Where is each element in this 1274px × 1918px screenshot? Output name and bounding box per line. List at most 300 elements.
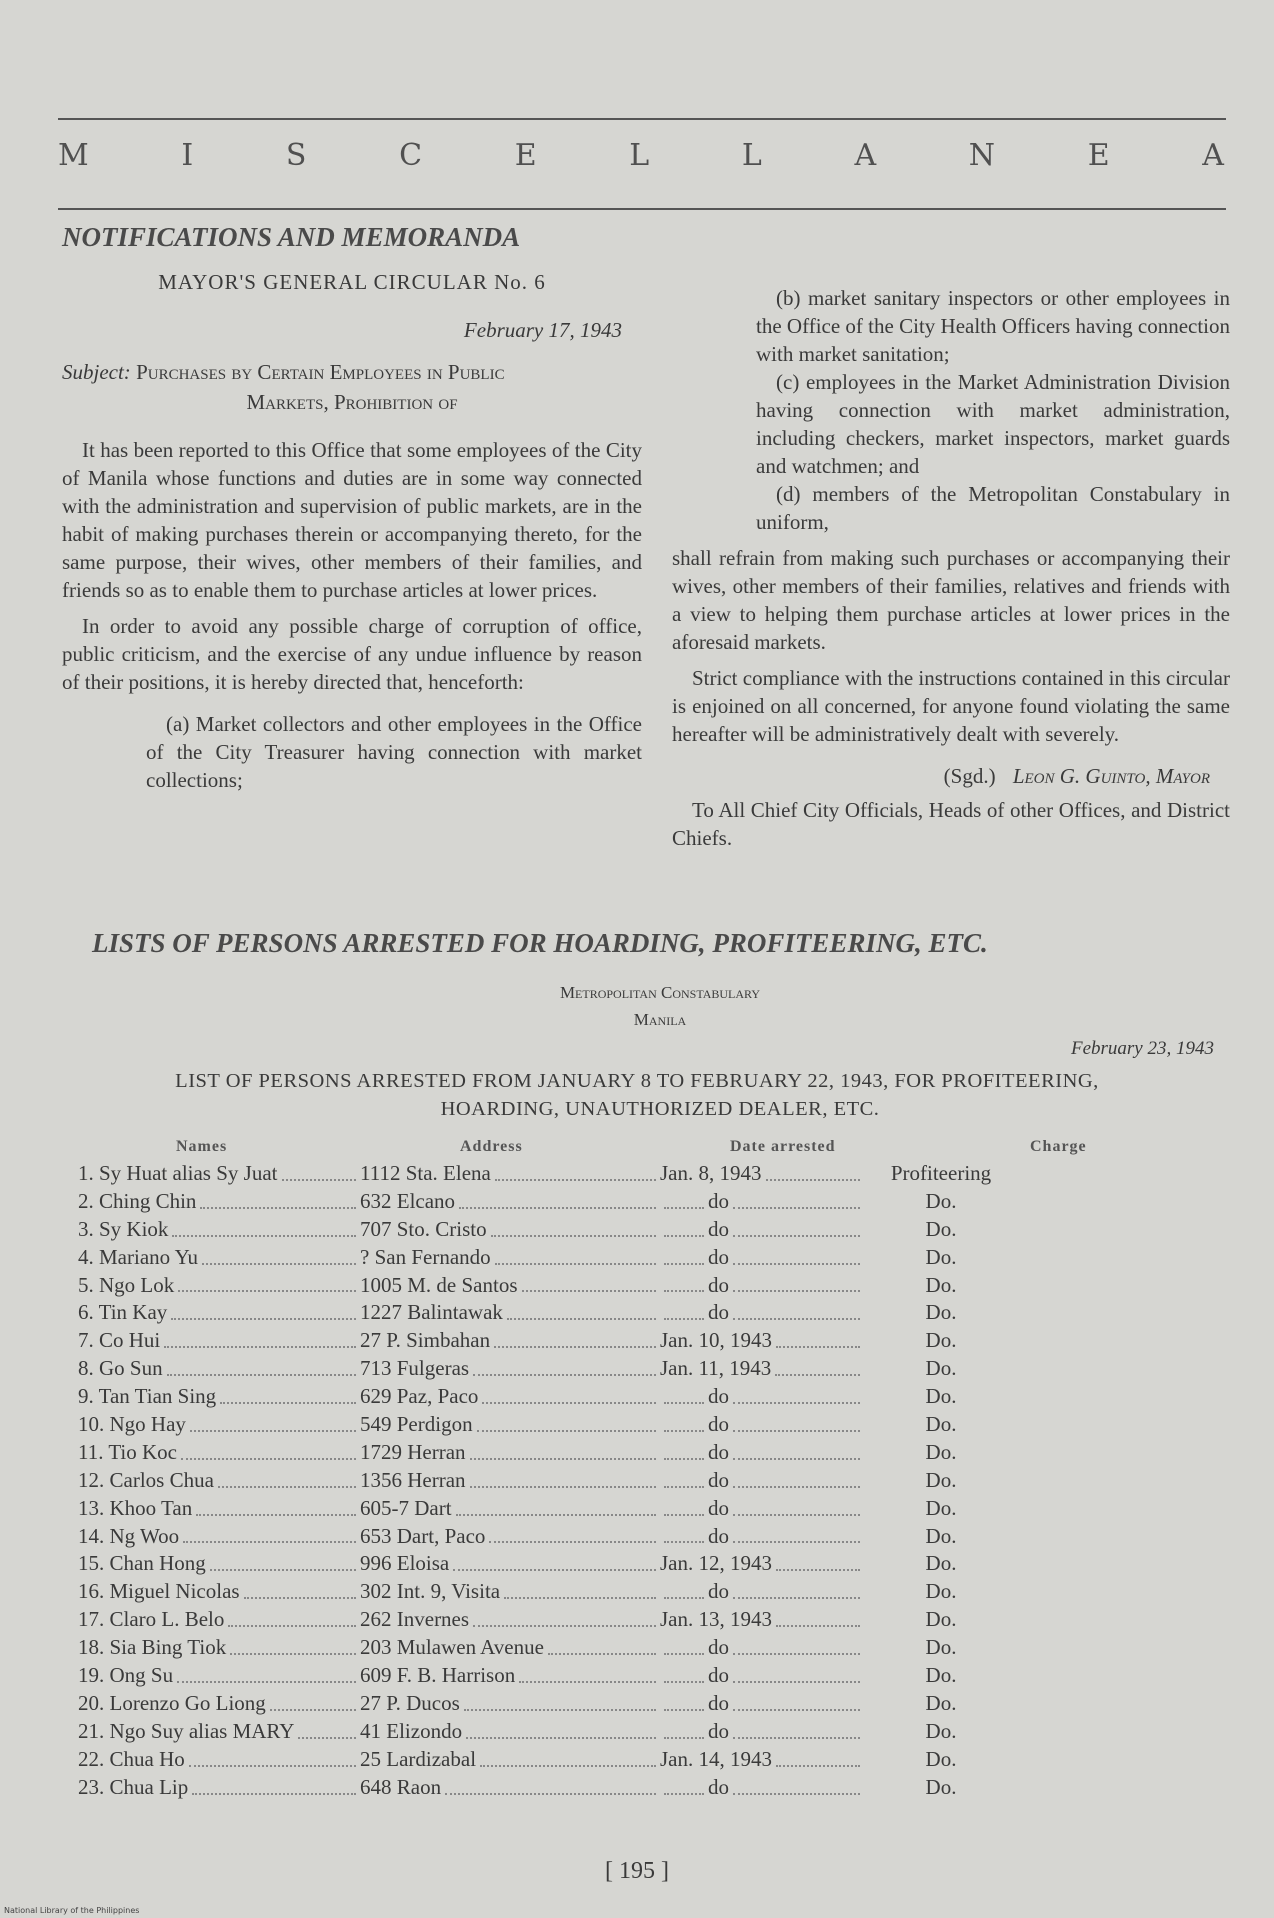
signature (672, 762, 1210, 790)
cell-date (660, 1216, 864, 1244)
cell-date-text: do (708, 1663, 729, 1688)
signature-name: Leon G. Guinto, Mayor (1012, 764, 1210, 788)
leader-dots (495, 1244, 656, 1265)
list-header (78, 1138, 1218, 1156)
table-row (78, 1383, 1218, 1411)
cell-name (78, 1662, 360, 1690)
header-address: Address (460, 1138, 523, 1155)
signature-prefix: (Sgd.) (943, 764, 996, 788)
leader-dots (664, 1690, 704, 1711)
cell-charge (864, 1383, 1018, 1411)
addressee: To All Chief City Officials, Heads of other Offices, and District Chiefs. (672, 798, 1230, 850)
right-column (672, 284, 1230, 860)
cell-charge (864, 1355, 1018, 1383)
leader-dots (459, 1188, 656, 1209)
leader-dots (456, 1495, 656, 1516)
cell-name-text: 1. Sy Huat alias Sy Juat (78, 1161, 278, 1185)
cell-address (360, 1160, 660, 1188)
table-row (78, 1774, 1218, 1802)
cell-date-text: do (708, 1774, 729, 1799)
arrests-org: Metropolitan Constabulary (559, 983, 761, 1002)
cell-charge-text: Do. (925, 1607, 957, 1632)
leader-dots (664, 1216, 704, 1237)
cell-name (78, 1355, 360, 1383)
cell-name-text: 12. Carlos Chua (78, 1467, 214, 1492)
masthead-letter: I (181, 138, 196, 173)
cell-charge (864, 1244, 1018, 1272)
cell-address-text: 27 P. Ducos (360, 1690, 460, 1715)
cell-charge (864, 1662, 1018, 1690)
cell-address-text: 1729 Herran (360, 1439, 466, 1464)
leader-dots (244, 1578, 356, 1599)
cell-name (78, 1550, 360, 1578)
leader-dots (733, 1634, 860, 1655)
top-rule (58, 118, 1226, 120)
leader-dots (522, 1272, 657, 1293)
cell-date (660, 1495, 864, 1523)
cell-charge-text: Profiteering (890, 1161, 992, 1185)
leader-dots (733, 1774, 860, 1795)
cell-address-text: 996 Eloisa (360, 1551, 450, 1576)
leader-dots (192, 1774, 356, 1795)
cell-charge-text: Do. (925, 1663, 957, 1688)
cell-date (660, 1272, 864, 1300)
cell-name-text: 9. Tan Tian Sing (78, 1384, 217, 1409)
cell-address (360, 1355, 660, 1383)
cell-date-text: do (708, 1439, 729, 1464)
item-a: (a) Market collectors and other employees in the Office of the City Treasurer having connection with market collections; (146, 712, 642, 792)
leader-dots (473, 1606, 656, 1627)
cell-address-text: 629 Paz, Paco (360, 1384, 479, 1409)
cell-name (78, 1272, 360, 1300)
leader-dots (489, 1523, 656, 1544)
header-names: Names (176, 1138, 228, 1155)
cell-name-text: 2. Ching Chin (78, 1188, 197, 1213)
cell-name-text: 15. Chan Hong (78, 1551, 206, 1576)
leader-dots (733, 1244, 860, 1265)
leader-dots (470, 1467, 656, 1488)
leader-dots (491, 1216, 656, 1237)
leader-dots (664, 1467, 704, 1488)
cell-date (660, 1244, 864, 1272)
cell-address-text: 262 Invernes (360, 1607, 470, 1632)
cell-name (78, 1216, 360, 1244)
cell-date-text: Jan. 8, 1943 (660, 1161, 762, 1185)
cell-charge (864, 1606, 1018, 1634)
leader-dots (664, 1411, 704, 1432)
cell-name (78, 1718, 360, 1746)
cell-charge (864, 1216, 1018, 1244)
leader-dots (466, 1718, 656, 1739)
leader-dots (482, 1383, 656, 1404)
cell-date-text: Jan. 13, 1943 (660, 1607, 772, 1632)
cell-address (360, 1718, 660, 1746)
leader-dots (776, 1746, 860, 1767)
table-row (78, 1634, 1218, 1662)
leader-dots (664, 1495, 704, 1516)
leader-dots (664, 1634, 704, 1655)
cell-date-text: Jan. 14, 1943 (660, 1746, 772, 1771)
cell-date (660, 1523, 864, 1551)
leader-dots (733, 1495, 860, 1516)
leader-dots (196, 1495, 356, 1516)
table-row (78, 1299, 1218, 1327)
leader-dots (464, 1690, 656, 1711)
table-row (78, 1439, 1218, 1467)
leader-dots (664, 1578, 704, 1599)
cell-charge (864, 1718, 1018, 1746)
leader-dots (480, 1746, 656, 1767)
leader-dots (733, 1272, 860, 1293)
leader-dots (733, 1718, 860, 1739)
paragraph-3: shall refrain from making such purchases or accompanying their wives, other members of their families, relatives and friends with a view to helping them purchase articles at lower prices in the aforesaid markets. (672, 546, 1230, 654)
cell-charge (864, 1495, 1018, 1523)
cell-name-text: 21. Ngo Suy alias MARY (78, 1718, 295, 1743)
cell-address (360, 1606, 660, 1634)
cell-address (360, 1272, 660, 1300)
cell-charge-text: Do. (925, 1216, 957, 1241)
leader-dots (664, 1383, 704, 1404)
cell-name (78, 1299, 360, 1327)
cell-name-text: 6. Tin Kay (78, 1300, 168, 1325)
cell-date-text: do (708, 1467, 729, 1492)
cell-name-text: 11. Tio Koc (78, 1439, 178, 1464)
table-row (78, 1160, 1218, 1188)
cell-charge-text: Do. (925, 1188, 957, 1213)
paragraph-2: In order to avoid any possible charge of corruption of office, public criticism, and the exercise of any undue influence by reason of their positions, it is hereby directed that, henceforth: (62, 614, 642, 694)
leader-dots (664, 1718, 704, 1739)
cell-charge (864, 1523, 1018, 1551)
cell-charge-text: Do. (925, 1774, 957, 1799)
cell-address-text: 41 Elizondo (360, 1718, 463, 1743)
leader-dots (664, 1188, 704, 1209)
paragraph-4: Strict compliance with the instructions contained in this circular is enjoined on all concerned, for anyone found violating the same hereafter will be administratively dealt with severely. (672, 666, 1230, 746)
cell-name-text: 7. Co Hui (78, 1328, 161, 1353)
arrests-title-2: HOARDING, UNAUTHORIZED DEALER, ETC. (440, 1098, 880, 1120)
cell-date-text: do (708, 1718, 729, 1743)
cell-charge (864, 1550, 1018, 1578)
arrests-date: February 23, 1943 (1070, 1038, 1214, 1059)
cell-name (78, 1327, 360, 1355)
leader-dots (210, 1550, 356, 1571)
table-row (78, 1550, 1218, 1578)
paragraph-1: It has been reported to this Office that some employees of the City of Manila whose functions and duties are in some way connected with the administration and supervision of public markets, are in the habit of making purchases therein or accompanying thereto, for the same purpose, their wives, other members of their families, and friends so as to enable them to purchase articles at lower prices. (62, 438, 642, 602)
cell-name (78, 1634, 360, 1662)
leader-dots (172, 1216, 356, 1237)
leader-dots (776, 1327, 860, 1348)
cell-date (660, 1578, 864, 1606)
masthead-rule (58, 208, 1226, 210)
leader-dots (282, 1160, 357, 1181)
table-row (78, 1718, 1218, 1746)
item-c: (c) employees in the Market Administration Division having connection with market administration, including checkers, market inspectors, market guards and watchmen; and (756, 370, 1230, 478)
cell-name-text: 10. Ngo Hay (78, 1412, 186, 1437)
cell-date (660, 1467, 864, 1495)
masthead-letter: L (629, 138, 652, 173)
cell-charge (864, 1774, 1018, 1802)
leader-dots (776, 1606, 860, 1627)
cell-address-text: 632 Elcano (360, 1188, 456, 1213)
leader-dots (218, 1467, 356, 1488)
leader-dots (445, 1774, 656, 1795)
arrest-list (78, 1138, 1218, 1801)
cell-date-text: do (708, 1579, 729, 1604)
table-row (78, 1244, 1218, 1272)
cell-name (78, 1188, 360, 1216)
cell-address (360, 1578, 660, 1606)
table-row (78, 1578, 1218, 1606)
scan-credit: National Library of the Philippines (4, 1906, 140, 1915)
cell-name-text: 14. Ng Woo (78, 1523, 180, 1548)
page-number: [ 195 ] (605, 1858, 669, 1884)
leader-dots (548, 1634, 656, 1655)
cell-charge-text: Do. (925, 1328, 957, 1353)
item-b: (b) market sanitary inspectors or other employees in the Office of the City Health Officers having connection with market sanitation; (756, 286, 1230, 366)
cell-date-text: Jan. 12, 1943 (660, 1551, 772, 1576)
leader-dots (733, 1523, 860, 1544)
masthead-letter: M (58, 138, 91, 173)
cell-address (360, 1439, 660, 1467)
cell-address (360, 1188, 660, 1216)
cell-date (660, 1383, 864, 1411)
masthead-letter: S (285, 138, 309, 173)
header-date: Date arrested (730, 1138, 836, 1155)
leader-dots (228, 1606, 356, 1627)
cell-address (360, 1495, 660, 1523)
cell-address (360, 1550, 660, 1578)
cell-charge-text: Do. (925, 1300, 957, 1325)
cell-charge-text: Do. (925, 1384, 957, 1409)
leader-dots (189, 1746, 356, 1767)
masthead-letter: N (968, 138, 998, 173)
cell-charge-text: Do. (925, 1495, 957, 1520)
cell-date (660, 1355, 864, 1383)
masthead-letter: C (399, 138, 425, 173)
cell-name-text: 13. Khoo Tan (78, 1495, 193, 1520)
cell-address-text: 302 Int. 9, Visita (360, 1579, 501, 1604)
leader-dots (177, 1662, 356, 1683)
cell-address-text: 549 Perdigon (360, 1412, 473, 1437)
cell-name-text: 8. Go Sun (78, 1356, 163, 1381)
cell-name-text: 22. Chua Ho (78, 1746, 185, 1771)
leader-dots (733, 1188, 860, 1209)
arrests-title-1: LIST OF PERSONS ARRESTED FROM JANUARY 8 TO FEBRUARY 22, 1943, FOR PROFITEERING, (175, 1070, 1099, 1092)
table-row (78, 1662, 1218, 1690)
leader-dots (733, 1411, 860, 1432)
subject-text-2: Markets, Prohibition of (246, 390, 458, 414)
leader-dots (178, 1272, 356, 1293)
cell-date-text: do (708, 1690, 729, 1715)
leader-dots (664, 1272, 704, 1293)
cell-address-text: 1005 M. de Santos (360, 1272, 518, 1297)
cell-date (660, 1299, 864, 1327)
cell-address-text: 605-7 Dart (360, 1495, 452, 1520)
cell-charge (864, 1272, 1018, 1300)
list-rows (78, 1160, 1218, 1801)
leader-dots (733, 1690, 860, 1711)
cell-address-text: 1227 Balintawak (360, 1300, 503, 1325)
cell-date (660, 1718, 864, 1746)
leader-dots (733, 1578, 860, 1599)
leader-dots (664, 1523, 704, 1544)
table-row (78, 1690, 1218, 1718)
leader-dots (473, 1355, 656, 1376)
cell-address-text: 707 Sto. Cristo (360, 1216, 487, 1241)
cell-charge (864, 1160, 1018, 1188)
cell-address-text: 1356 Herran (360, 1467, 466, 1492)
leader-dots (733, 1216, 860, 1237)
cell-charge-text: Do. (925, 1356, 957, 1381)
cell-date (660, 1160, 864, 1188)
cell-name (78, 1411, 360, 1439)
cell-address (360, 1523, 660, 1551)
table-row (78, 1327, 1218, 1355)
leader-dots (167, 1355, 356, 1376)
cell-charge (864, 1411, 1018, 1439)
cell-address (360, 1746, 660, 1774)
leader-dots (664, 1439, 704, 1460)
cell-date-text: do (708, 1300, 729, 1325)
cell-address-text: 653 Dart, Paco (360, 1523, 486, 1548)
cell-charge-text: Do. (925, 1439, 957, 1464)
cell-charge (864, 1634, 1018, 1662)
cell-charge (864, 1467, 1018, 1495)
cell-date (660, 1774, 864, 1802)
cell-charge-text: Do. (925, 1635, 957, 1660)
cell-address-text: ? San Fernando (360, 1244, 491, 1269)
leader-dots (664, 1662, 704, 1683)
cell-address-text: 648 Raon (360, 1774, 442, 1799)
cell-date-text: do (708, 1635, 729, 1660)
table-row (78, 1216, 1218, 1244)
leader-dots (453, 1550, 656, 1571)
leader-dots (298, 1718, 356, 1739)
cell-name-text: 3. Sy Kiok (78, 1216, 169, 1241)
cell-date-text: do (708, 1412, 729, 1437)
cell-name-text: 17. Claro L. Belo (78, 1607, 225, 1632)
cell-date (660, 1662, 864, 1690)
table-row (78, 1411, 1218, 1439)
leader-dots (164, 1327, 356, 1348)
cell-address-text: 27 P. Simbahan (360, 1328, 491, 1353)
cell-name (78, 1746, 360, 1774)
circular-title: MAYOR'S GENERAL CIRCULAR No. 6 (158, 270, 546, 294)
cell-address (360, 1299, 660, 1327)
leader-dots (664, 1299, 704, 1320)
cell-address (360, 1327, 660, 1355)
leader-dots (183, 1523, 356, 1544)
table-row (78, 1606, 1218, 1634)
cell-charge (864, 1690, 1018, 1718)
cell-address-text: 1112 Sta. Elena (360, 1161, 491, 1185)
cell-date (660, 1606, 864, 1634)
cell-name-text: 18. Sia Bing Tiok (78, 1635, 227, 1660)
masthead-letter: A (854, 138, 879, 173)
cell-charge (864, 1746, 1018, 1774)
masthead-letter: E (514, 138, 539, 173)
cell-charge-text: Do. (925, 1579, 957, 1604)
cell-date-text: do (708, 1523, 729, 1548)
leader-dots (733, 1439, 860, 1460)
cell-date (660, 1634, 864, 1662)
cell-name (78, 1774, 360, 1802)
cell-charge-text: Do. (925, 1412, 957, 1437)
leader-dots (470, 1439, 656, 1460)
cell-address (360, 1690, 660, 1718)
header-charge: Charge (1030, 1138, 1087, 1155)
cell-name (78, 1523, 360, 1551)
cell-name (78, 1383, 360, 1411)
cell-charge-text: Do. (925, 1551, 957, 1576)
leader-dots (495, 1160, 656, 1181)
cell-date-text: Jan. 10, 1943 (660, 1328, 772, 1353)
cell-address-text: 203 Mulawen Avenue (360, 1635, 544, 1660)
leader-dots (664, 1774, 704, 1795)
cell-charge-text: Do. (925, 1718, 957, 1743)
leader-dots (664, 1244, 704, 1265)
masthead-letter: E (1087, 138, 1112, 173)
leader-dots (733, 1299, 860, 1320)
cell-date-text: do (708, 1244, 729, 1269)
cell-charge (864, 1439, 1018, 1467)
cell-charge-text: Do. (925, 1467, 957, 1492)
cell-name (78, 1578, 360, 1606)
cell-name-text: 16. Miguel Nicolas (78, 1579, 240, 1604)
leader-dots (733, 1662, 860, 1683)
cell-name (78, 1495, 360, 1523)
cell-address (360, 1244, 660, 1272)
leader-dots (171, 1299, 356, 1320)
cell-name (78, 1160, 360, 1188)
cell-date (660, 1411, 864, 1439)
leader-dots (504, 1578, 656, 1599)
table-row (78, 1188, 1218, 1216)
masthead-letter: L (741, 138, 764, 173)
cell-address (360, 1774, 660, 1802)
cell-name (78, 1439, 360, 1467)
cell-date (660, 1746, 864, 1774)
cell-date-text: do (708, 1384, 729, 1409)
masthead (58, 138, 1226, 173)
cell-address (360, 1411, 660, 1439)
table-row (78, 1746, 1218, 1774)
cell-date (660, 1439, 864, 1467)
subject-line (62, 358, 642, 386)
cell-name-text: 5. Ngo Lok (78, 1272, 175, 1297)
table-row (78, 1495, 1218, 1523)
cell-name (78, 1606, 360, 1634)
cell-address (360, 1634, 660, 1662)
cell-address (360, 1467, 660, 1495)
cell-address (360, 1216, 660, 1244)
table-row (78, 1355, 1218, 1383)
table-row (78, 1272, 1218, 1300)
leader-dots (181, 1439, 356, 1460)
cell-address-text: 25 Lardizabal (360, 1746, 477, 1771)
cell-address (360, 1662, 660, 1690)
subject-label: Subject: (62, 360, 131, 384)
leader-dots (733, 1467, 860, 1488)
cell-name-text: 19. Ong Su (78, 1663, 174, 1688)
leader-dots (494, 1327, 656, 1348)
leader-dots (230, 1634, 356, 1655)
cell-charge-text: Do. (925, 1272, 957, 1297)
table-row (78, 1467, 1218, 1495)
cell-date (660, 1690, 864, 1718)
leader-dots (270, 1690, 356, 1711)
cell-charge-text: Do. (925, 1746, 957, 1771)
left-column (62, 268, 642, 802)
